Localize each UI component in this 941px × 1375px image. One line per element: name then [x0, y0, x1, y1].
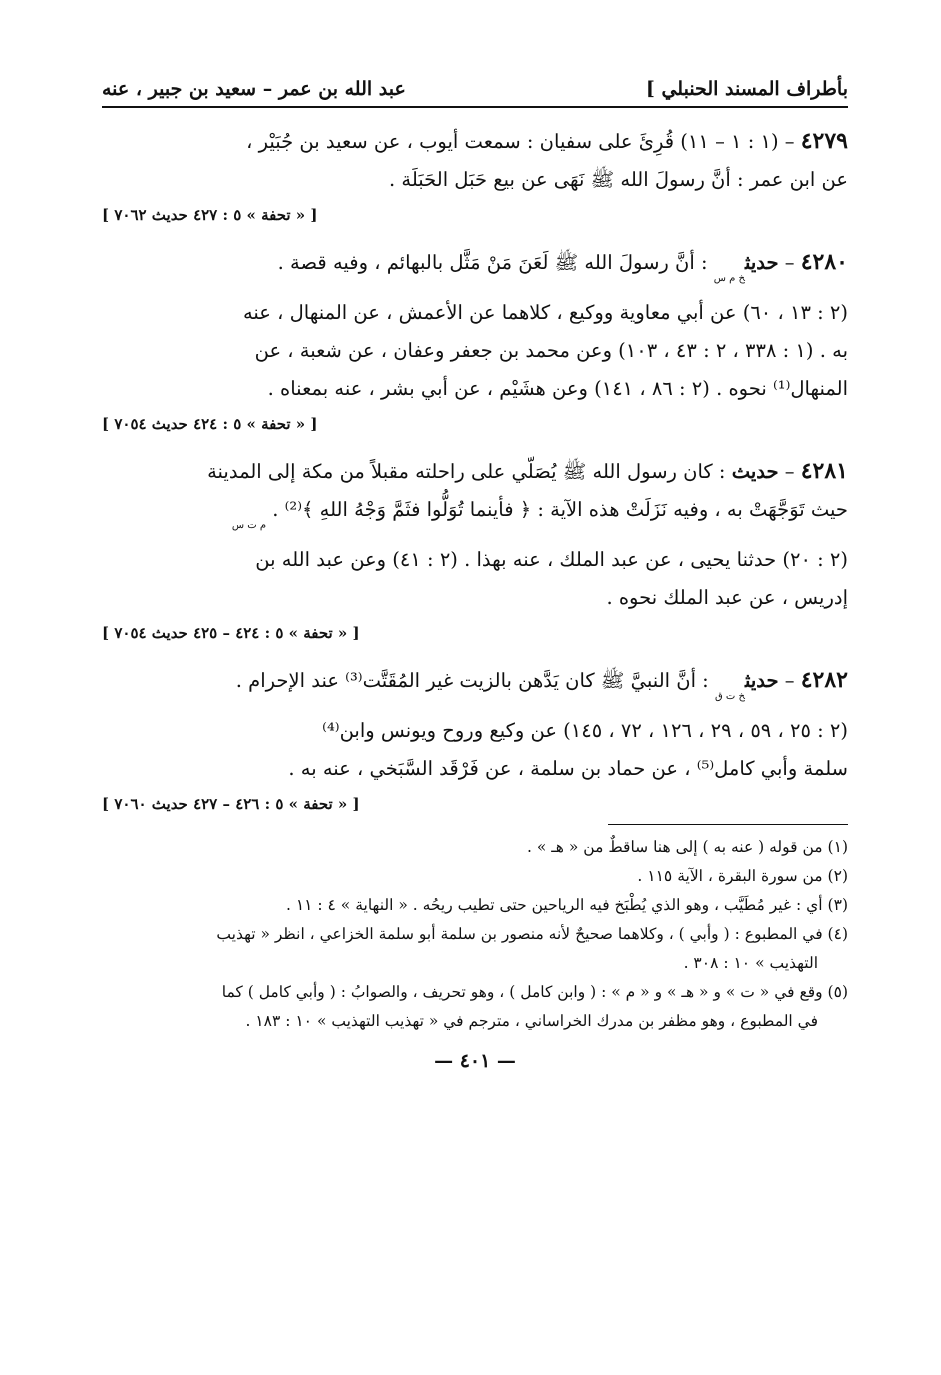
- hadith-entry: ٤٢٨٢ – حديث$_{خ ت ق}$ : أنَّ النبيَّ ﷺ كان يَدَّهن بالزيت غير المُقَتَّت⁽³⁾ عند الإحرام . (٢ : ٢٥ ، ٥٩ ، ٢٩ ، ١٢٦ ، ٧٢ ، ١٤٥) عن وكيع وروح ويونس وابن⁽⁴⁾ سلمة وأبي كامل⁽⁵⁾ ، عن حماد بن سلمة ، عن فَرْقَد السَّبَخي ، عنه به . [ « تحفة » ٥ : ٤٢٦ – ٤٢٧ حديث ٧٠٦٠ ]: [102, 661, 848, 818]
- tuhfa-reference: [ « تحفة » ٥ : ٤٢٧ حديث ٧٠٦٢ ]: [102, 206, 318, 224]
- tuhfa-reference: [ « تحفة » ٥ : ٤٢٤ حديث ٧٠٥٤ ]: [102, 415, 318, 433]
- footnote-text: أي : غير مُطَيَّب ، وهو الذي يُطْبَخ فيه الرياحين حتى تطيب ريحُه . « النهاية » ٤ : ١١ .: [285, 896, 823, 914]
- hadith-keyword: حديث: [744, 251, 779, 274]
- sigla: خ م س: [713, 273, 745, 284]
- hadith-text-line: حيث تَوَجَّهَتْ به ، وفيه نَزَلَتْ هذه الآية : ﴿ فأينما تُوَلُّوا فثَمَّ وَجْهُ اللهِ ﴾⁽²⁾ .: [272, 498, 848, 521]
- hadith-entry: ٤٢٨١ – حديث : كان رسول الله ﷺ يُصَلّي على راحلته مقبلاً من مكة إلى المدينة حيث تَوَجَّهَتْ به ، وفيه نَزَلَتْ هذه الآية : ﴿ فأينما تُوَلُّوا فثَمَّ وَجْهُ اللهِ ﴾⁽²⁾ . $_{م ت س}$ (٢ : ٢٠) حدثنا يحيى ، عن عبد الملك ، عنه بهذا . (٢ : ٤١) وعن عبد الله بن إدريس ، عن عبد الملك نحوه . [ « تحفة » ٥ : ٤٢٤ – ٤٢٥ حديث ٧٠٥٤ ]: [102, 452, 848, 647]
- hadith-text-line: عن ابن عمر : أنَّ رسولَ الله ﷺ نَهَى عن بيع حَبَل الحَبَلَة .: [388, 168, 848, 191]
- document-page: [102, 78, 848, 1072]
- hadith-text-line: به . (١ : ٣٣٨ ، ٢ : ٤٣ ، ١٠٣) وعن محمد بن جعفر وعفان ، عن شعبة ، عن: [254, 339, 848, 362]
- hadith-text-line: المنهال⁽¹⁾ نحوه . (٢ : ٨٦ ، ١٤١) وعن هشَيْم ، عن أبي بشر ، عنه بمعناه .: [267, 377, 848, 400]
- footnote-number: (٤): [827, 925, 848, 943]
- hadith-text-line: : أنَّ رسولَ الله ﷺ لَعَنَ مَنْ مَثَّل بالبهائم ، وفيه قصة .: [277, 251, 708, 274]
- footnotes: [102, 833, 848, 1036]
- footnote-text: في المطبوع : ( وأبي ) ، وكلاهما صحيحٌ لأنه منصور بن سلمة أبو سلمة الخزاعي ، انظر « تهذيب: [216, 925, 823, 943]
- tuhfa-reference: [ « تحفة » ٥ : ٤٢٤ – ٤٢٥ حديث ٧٠٥٤ ]: [102, 624, 360, 642]
- hadith-text-line: إدريس ، عن عبد الملك نحوه .: [606, 586, 848, 609]
- header-right-title: بأطراف المسند الحنبلي ]: [645, 78, 848, 100]
- footnote: [102, 920, 848, 978]
- footnote-text: من قوله ( عنه به ) إلى هنا ساقطٌ من « هـ » .: [526, 838, 823, 856]
- footnote-text: من سورة البقرة ، الآية ١١٥ .: [637, 867, 823, 885]
- hadith-text-line: : كان رسول الله ﷺ يُصَلّي على راحلته مقبلاً من مكة إلى المدينة: [207, 460, 726, 483]
- hadith-number: ٤٢٨٢: [800, 667, 848, 693]
- hadith-keyword: حديث: [731, 460, 779, 483]
- hadith-number: ٤٢٧٩: [800, 128, 848, 154]
- tuhfa-reference: [ « تحفة » ٥ : ٤٢٦ – ٤٢٧ حديث ٧٠٦٠ ]: [102, 795, 360, 813]
- footnote-number: (٣): [827, 896, 848, 914]
- hadith-entry: ٤٢٨٠ – حديث$_{خ م س}$ : أنَّ رسولَ الله ﷺ لَعَنَ مَنْ مَثَّل بالبهائم ، وفيه قصة . (٢ : ١٣ ، ٦٠) عن أبي معاوية ووكيع ، كلاهما عن الأعمش ، عن المنهال ، عنه به . (١ : ٣٣٨ ، ٢ : ٤٣ ، ١٠٣) وعن محمد بن جعفر وعفان ، عن شعبة ، عن المنهال⁽¹⁾ نحوه . (٢ : ٨٦ ، ١٤١) وعن هشَيْم ، عن أبي بشر ، عنه بمعناه . [ « تحفة » ٥ : ٤٢٤ حديث ٧٠٥٤ ]: [102, 243, 848, 438]
- hadith-number: ٤٢٨٠: [800, 249, 848, 275]
- hadith-text-line: سلمة وأبي كامل⁽⁵⁾ ، عن حماد بن سلمة ، عن فَرْقَد السَّبَخي ، عنه به .: [288, 757, 848, 780]
- hadith-keyword: حديث: [744, 669, 779, 692]
- sigla: م ت س: [231, 520, 267, 531]
- footnote-number: (٢): [827, 867, 848, 885]
- footnote: [102, 862, 848, 891]
- hadith-text-line: (٢ : ٢٥ ، ٥٩ ، ٢٩ ، ١٢٦ ، ٧٢ ، ١٤٥) عن وكيع وروح ويونس وابن⁽⁴⁾: [322, 719, 848, 742]
- footnote-divider: [608, 824, 848, 825]
- hadith-text-line: (٢ : ٢٠) حدثنا يحيى ، عن عبد الملك ، عنه بهذا . (٢ : ٤١) وعن عبد الله بن: [255, 548, 848, 571]
- footnote: [102, 891, 848, 920]
- footnote: [102, 833, 848, 862]
- running-header: [102, 78, 848, 108]
- hadith-text-line: : أنَّ النبيَّ ﷺ كان يَدَّهن بالزيت غير المُقَتَّت⁽³⁾ عند الإحرام .: [235, 669, 709, 692]
- footnote: [102, 978, 848, 1036]
- footnote-continuation: التهذيب » ١٠ : ٣٠٨ .: [683, 954, 818, 972]
- header-section-title: عبد الله بن عمر – سعيد بن جبير ، عنه: [102, 78, 406, 100]
- hadith-text-line: (٢ : ١٣ ، ٦٠) عن أبي معاوية ووكيع ، كلاهما عن الأعمش ، عن المنهال ، عنه: [242, 301, 848, 324]
- hadith-text-line: – (١ : ١ – ١١) قُرِئَ على سفيان : سمعت أيوب ، عن سعيد بن جُبَيْر ،: [246, 130, 795, 153]
- page-number: — ٤٠١ —: [434, 1050, 516, 1072]
- hadith-entry: [102, 122, 848, 229]
- hadith-number: ٤٢٨١: [800, 458, 848, 484]
- footnote-text: وقع في « ت » و « هـ » و « م » : ( وابن كامل ) ، وهو تحريف ، والصوابُ : ( وأبي كامل ) كما: [221, 983, 823, 1001]
- footnote-number: (٥): [827, 983, 848, 1001]
- footnote-continuation: في المطبوع ، وهو مظفر بن مدرك الخراساني ، مترجم في « تهذيب التهذيب » ١٠ : ١٨٣ .: [245, 1012, 818, 1030]
- footnote-number: (١): [827, 838, 848, 856]
- sigla: خ ت ق: [714, 691, 745, 702]
